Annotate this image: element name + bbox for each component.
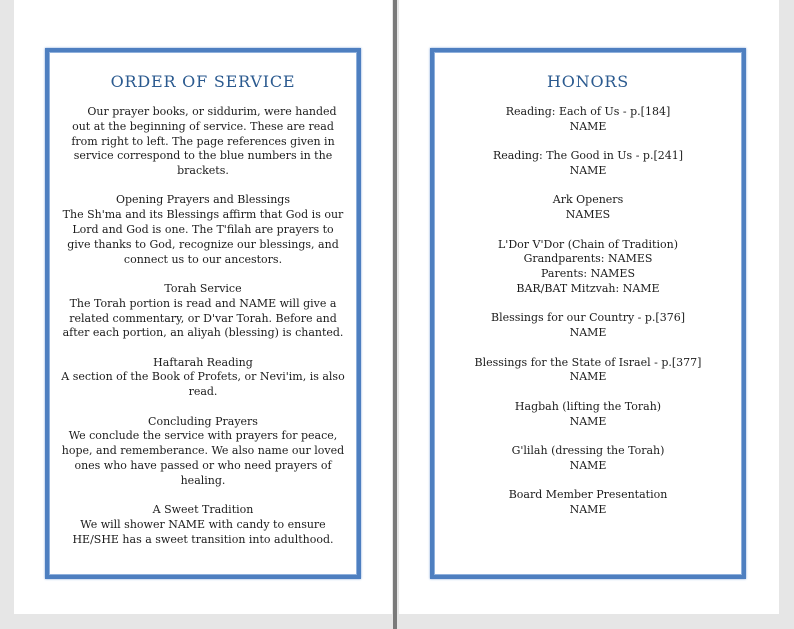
honor-label: Reading: The Good in Us - p.[241] [492, 149, 684, 163]
honor-name: NAME [569, 414, 607, 428]
service-section [59, 193, 347, 267]
honor-name: NAME [569, 119, 607, 133]
left-page [14, 0, 392, 614]
section-text: We will shower NAME with candy to ensure HE/SHE has a sweet transition into adulthood. [72, 517, 334, 546]
honor-name: NAME [569, 163, 607, 177]
honor-label: Blessings for the State of Israel - p.[377] [474, 355, 702, 369]
order-of-service-content [49, 105, 357, 547]
honor-label: Ark Openers [552, 193, 624, 207]
honors-frame [430, 48, 746, 579]
service-section [59, 503, 347, 547]
honor-label: G'lilah (dressing the Torah) [511, 443, 665, 457]
section-text: We conclude the service with prayers for peace, hope, and rememberance. We also name our loved ones who have passed or who need prayers of healing. [61, 429, 345, 487]
honor-item [444, 488, 732, 518]
honor-name: Grandparents: NAMES [523, 252, 653, 266]
page-divider [393, 0, 397, 629]
honor-label: Board Member Presentation [508, 488, 668, 502]
honor-name: BAR/BAT Mitzvah: NAME [516, 281, 660, 295]
honor-name: Parents: NAMES [541, 267, 635, 281]
section-heading: Concluding Prayers [148, 414, 258, 428]
honor-name: NAME [569, 370, 607, 384]
right-page [399, 0, 779, 614]
honor-name: NAME [569, 502, 607, 516]
intro-paragraph: Our prayer books, or siddurim, were handed out at the beginning of service. These are read from right to left. The page references given in service correspond to the blue numbers in the brackets. [71, 105, 337, 178]
honor-label: L'Dor V'Dor (Chain of Tradition) [498, 237, 678, 251]
honors-list [434, 105, 742, 518]
honor-label: Hagbah (lifting the Torah) [514, 399, 662, 413]
honor-item [444, 356, 732, 386]
honor-item [444, 444, 732, 474]
honor-name: NAMES [565, 208, 611, 222]
honor-item [444, 311, 732, 341]
section-heading: Opening Prayers and Blessings [115, 193, 290, 207]
service-section [59, 282, 347, 341]
honor-name: NAME [569, 458, 607, 472]
section-text: A section of the Book of Profets, or Nevi'im, is also read. [61, 370, 345, 399]
honor-item [444, 400, 732, 430]
section-text: The Sh'ma and its Blessings affirm that God is our Lord and God is one. The T'filah are prayers to give thanks to God, recognize our blessings, and connect us to our ancestors. [62, 208, 344, 266]
service-section [59, 356, 347, 400]
honor-item [444, 238, 732, 297]
honor-label: Reading: Each of Us - p.[184] [505, 105, 671, 118]
honor-item [444, 193, 732, 223]
section-heading: Haftarah Reading [153, 355, 253, 369]
section-heading: Torah Service [164, 281, 242, 295]
service-section [59, 415, 347, 489]
section-heading: A Sweet Tradition [152, 503, 254, 517]
order-of-service-title: ORDER OF SERVICE [110, 72, 296, 91]
honor-label: Blessings for our Country - p.[376] [490, 311, 686, 325]
honor-item [444, 149, 732, 179]
honors-title: HONORS [547, 72, 629, 91]
section-text: The Torah portion is read and NAME will give a related commentary, or D'var Torah. Before and after each portion, an aliyah (blessing) is chanted. [62, 296, 344, 340]
order-of-service-frame [45, 48, 361, 579]
honor-name: NAME [569, 326, 607, 340]
honor-item [444, 105, 732, 135]
